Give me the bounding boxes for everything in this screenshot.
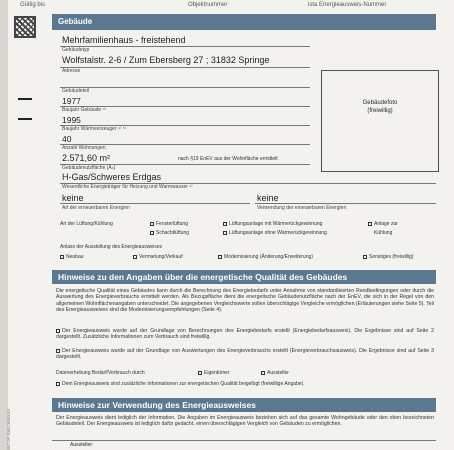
energy-carrier-value: H-Gas/Schweres Erdgas [62, 172, 162, 182]
divider [255, 203, 436, 204]
ventilation-option-window[interactable]: Fensterlüftung [150, 221, 188, 227]
header-row [8, 0, 454, 12]
year-built-label: Baujahr Gebäude ⁴⁾ [62, 107, 106, 113]
address-value: Wolfstalstr. 2-6 / Zum Ebersberg 27 ; 31832 Springe [62, 55, 270, 65]
ventilation-option-shaft[interactable]: Schachtlüftung [150, 230, 189, 236]
building-photo-placeholder [321, 70, 439, 172]
reason-option-rent-sale[interactable]: Vermietung/Verkauf [133, 254, 183, 260]
extra-info-checkbox[interactable]: Dem Energieausweis sind zusätzliche Informationen zur energetischen Qualität beigefügt (freiwillige Angabe). [56, 381, 305, 387]
ventilation-option-no-heat-recovery[interactable]: Lüftungsanlage ohne Wärmerückgewinnung [223, 230, 327, 236]
renewable-type-label: Art der erneuerbaren Energien [62, 205, 130, 211]
address-label: Adresse [62, 68, 81, 74]
area-note: nach §19 EnEV aus der Wohnfläche ermittelt [178, 156, 278, 162]
building-photo-label: Gebäudefoto (freiwillig) [362, 100, 398, 114]
renewable-use-value: keine [257, 193, 279, 203]
year-heater-label: Baujahr Wärmeerzeuger ⁴⁾ ⁵⁾ [62, 126, 126, 132]
usage-text: Der Energieausweis dient lediglich der Information. Die Angaben im Energieausweis beziehen sich auf das gesamte Wohngebäude oder den oben bezeichneten Gebäudeteil. Der Energieausweis ist lediglich dafür gedacht, einen überschlägigen Vergleich von Gebäuden zu ermöglichen. [56, 415, 434, 428]
reason-option-other[interactable]: Sonstiges (freiwillig) [363, 254, 413, 260]
apartments-value: 40 [62, 134, 72, 144]
building-type-value: Mehrfamilienhaus - freistehend [62, 35, 186, 45]
data-collection-owner[interactable]: Eigentümer [198, 370, 230, 376]
reason-option-modernisation[interactable]: Modernisierung (Änderung/Erweiterung) [218, 254, 313, 260]
cooling-system-label[interactable]: Anlage zur [368, 221, 398, 227]
section-title-usage-notes: Hinweise zur Verwendung des Energieausweises [52, 398, 436, 412]
cooling-label: Kühlung [374, 230, 393, 236]
qr-code-icon [14, 16, 36, 38]
side-code: 0B7.0P-5000.0/000015 [6, 408, 11, 450]
area-label: Gebäudenutzfläche (Aₙ) [62, 165, 116, 171]
object-number-label: Objektnummer [188, 2, 228, 8]
ventilation-label: Art der Lüftung/Kühlung [60, 221, 113, 227]
option-consumption-certificate[interactable]: Der Energieausweis wurde auf der Grundlage von Auswertungen des Energieverbrauchs erstellt (Energieverbrauchsausweis). Die Ergebnisse sind auf Seite 3 dargestellt. [56, 348, 434, 361]
section-title-quality-notes: Hinweise zu den Angaben über die energetische Qualität des Gebäudes [52, 270, 436, 284]
building-type-label: Gebäudetyp [62, 47, 90, 53]
divider [60, 203, 250, 204]
energy-carrier-label: Wesentliche Energieträger für Heizung und Warmwasser ⁴⁾ [62, 184, 193, 190]
registration-label: ista Energieausweis-Nummer [308, 2, 387, 8]
renewable-use-label: Verwendung der erneuerbaren Energien [257, 205, 347, 211]
ventilation-option-heat-recovery[interactable]: Lüftungsanlage mit Wärmerückgewinnung [223, 221, 322, 227]
quality-intro-text: Die energetische Qualität eines Gebäudes kann durch die Berechnung des Energiebedarfs unter Annahme von standardisierten Randbedingungen oder durch die Auswertung des Energieverbrauchs ermittelt werden. Als Bezugsfläche dient die energetische Gebäudenutzfläche nach der EnEV, die sich in der Regel von den allgemeinen Wohnflächenangaben unterscheidet. Die angegebenen Vergleichswerte sollen überschlägige Vergleiche ermöglichen (Erläuterungen siehe Seite 5). Teil des Energieausweises sind die Modernisierungsempfehlungen (Seite 4). [56, 288, 434, 313]
reason-label: Anlass der Ausstellung des Energieausweises [60, 244, 163, 250]
reason-option-new[interactable]: Neubau [60, 254, 84, 260]
issuer-box-label: Aussteller: [70, 442, 94, 448]
issuer-box [52, 440, 436, 450]
option-demand-certificate[interactable]: Der Energieausweis wurde auf der Grundlage von Berechnungen des Energiebedarfs erstellt (Energiebedarfsausweis). Die Ergebnisse sind auf Seite 2 dargestellt. Zusätzliche Informationen zum Verbrauch sind freiwillig. [56, 328, 434, 341]
apartments-label: Anzahl Wohnungen [62, 145, 106, 151]
area-value: 2.571,60 m² [62, 153, 111, 163]
divider [60, 87, 310, 88]
divider [60, 46, 310, 47]
building-part-label: Gebäudeteil [62, 88, 89, 94]
section-title-building: Gebäude [52, 14, 436, 30]
year-built-value: 1977 [62, 96, 81, 106]
renewable-type-value: keine [62, 193, 84, 203]
energy-certificate-page [8, 0, 454, 450]
valid-until-label: Gültig bis [20, 2, 46, 8]
fold-mark [18, 118, 32, 120]
divider [60, 67, 310, 68]
data-collection-issuer[interactable]: Aussteller [261, 370, 289, 376]
year-heater-value: 1995 [62, 115, 81, 125]
data-collection-label: Datenerhebung Bedarf/Verbrauch durch [56, 370, 145, 376]
fold-mark [18, 98, 32, 100]
